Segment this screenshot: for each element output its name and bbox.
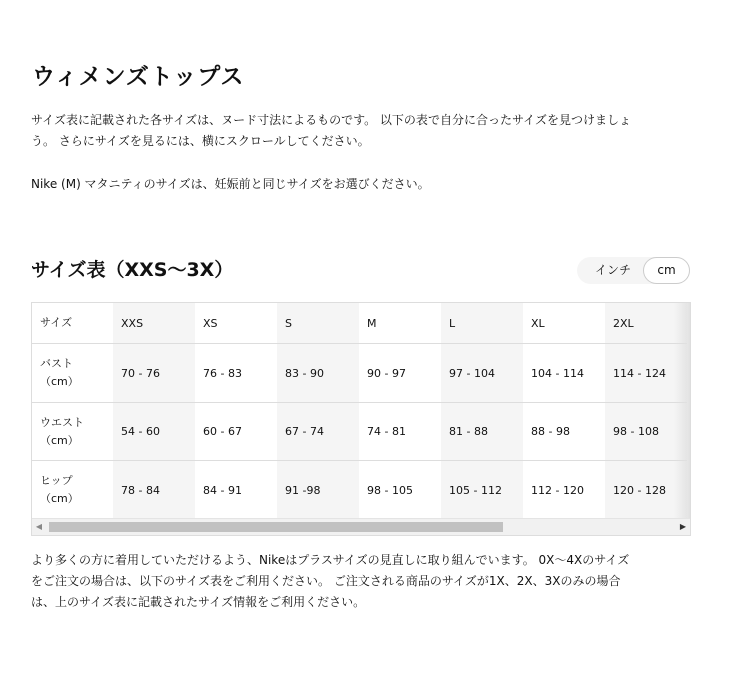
table-cell: 98 - 108 (605, 403, 687, 461)
row-label-hip (32, 461, 113, 520)
size-header-cell: 2XL (605, 303, 687, 344)
size-chart-heading: サイズ表（XXS〜3X） (31, 259, 234, 281)
table-cell: 120 - 128 (605, 461, 687, 520)
row-label-unit: （cm） (40, 492, 79, 505)
table-row (32, 461, 687, 520)
horizontal-scrollbar[interactable] (32, 518, 690, 535)
size-header-cell: XS (195, 303, 277, 344)
table-cell: 81 - 88 (441, 403, 523, 461)
table-cell: 84 - 91 (203, 483, 242, 497)
table-header-row (32, 303, 687, 344)
intro-text: サイズ表に記載された各サイズは、ヌード寸法によるものです。 以下の表で自分に合ったサイズを見つけましょう。 さらにサイズを見るには、横にスクロールしてください。 (31, 113, 631, 148)
size-header-cell: S (277, 303, 359, 344)
maternity-note: Nike (M) マタニティのサイズは、妊娠前と同じサイズをお選びください。 (31, 177, 430, 191)
table-cell: 54 - 60 (113, 403, 195, 461)
triangle-left-icon[interactable]: ◀ (35, 522, 43, 531)
row-label-waist (32, 403, 113, 461)
size-table (32, 303, 687, 519)
table-cell: 114 - 124 (605, 344, 687, 403)
plus-size-note: より多くの方に着用していただけるよう、Nikeはプラスサイズの見直しに取り組んでいます。 0X〜4Xのサイズをご注文の場合は、以下のサイズ表をご利用ください。 ご注文される商品のサイズが1X、2X、3Xのみの場合は、上のサイズ表に記載されたサイズ情報をご利用ください。 (31, 553, 630, 609)
table-cell: 104 - 114 (523, 344, 605, 403)
table-cell: 105 - 112 (441, 461, 523, 520)
unit-toggle (577, 257, 690, 284)
triangle-right-icon[interactable]: ▶ (679, 522, 687, 531)
table-cell: 97 - 104 (441, 344, 523, 403)
table-row (32, 344, 687, 403)
table-cell: 83 - 90 (277, 344, 359, 403)
size-header-cell: XL (523, 303, 605, 344)
row-label-unit: （cm） (40, 433, 79, 447)
table-cell: 78 - 84 (113, 461, 195, 520)
row-label-text: バスト (40, 357, 73, 370)
unit-option-inch[interactable]: インチ (594, 263, 631, 277)
row-label-bust (32, 344, 113, 403)
table-cell: 112 - 120 (531, 483, 584, 497)
unit-option-cm[interactable]: cm (643, 257, 690, 284)
table-cell: 67 - 74 (277, 403, 359, 461)
table-row (32, 403, 687, 461)
table-cell: 98 - 105 (367, 483, 413, 497)
size-header-cell: M (359, 303, 441, 344)
row-label-text: ヒップ (40, 474, 73, 487)
table-cell: 70 - 76 (113, 344, 195, 403)
row-label-unit: （cm） (40, 375, 79, 388)
size-header-label: サイズ (32, 303, 113, 344)
scrollbar-thumb[interactable] (49, 522, 503, 532)
row-label-text: ウエスト (40, 415, 84, 429)
table-cell: 91 -98 (277, 461, 359, 520)
table-cell: 76 - 83 (195, 344, 277, 403)
table-cell: 74 - 81 (359, 403, 441, 461)
table-cell: 90 - 97 (359, 344, 441, 403)
size-header-cell: L (441, 303, 523, 344)
size-table-container[interactable] (31, 302, 691, 536)
table-cell: 60 - 67 (195, 403, 277, 461)
table-cell: 88 - 98 (523, 403, 605, 461)
page-title: ウィメンズトップス (32, 64, 245, 90)
size-header-cell: XXS (113, 303, 195, 344)
scroll-fade-overlay (674, 303, 690, 519)
